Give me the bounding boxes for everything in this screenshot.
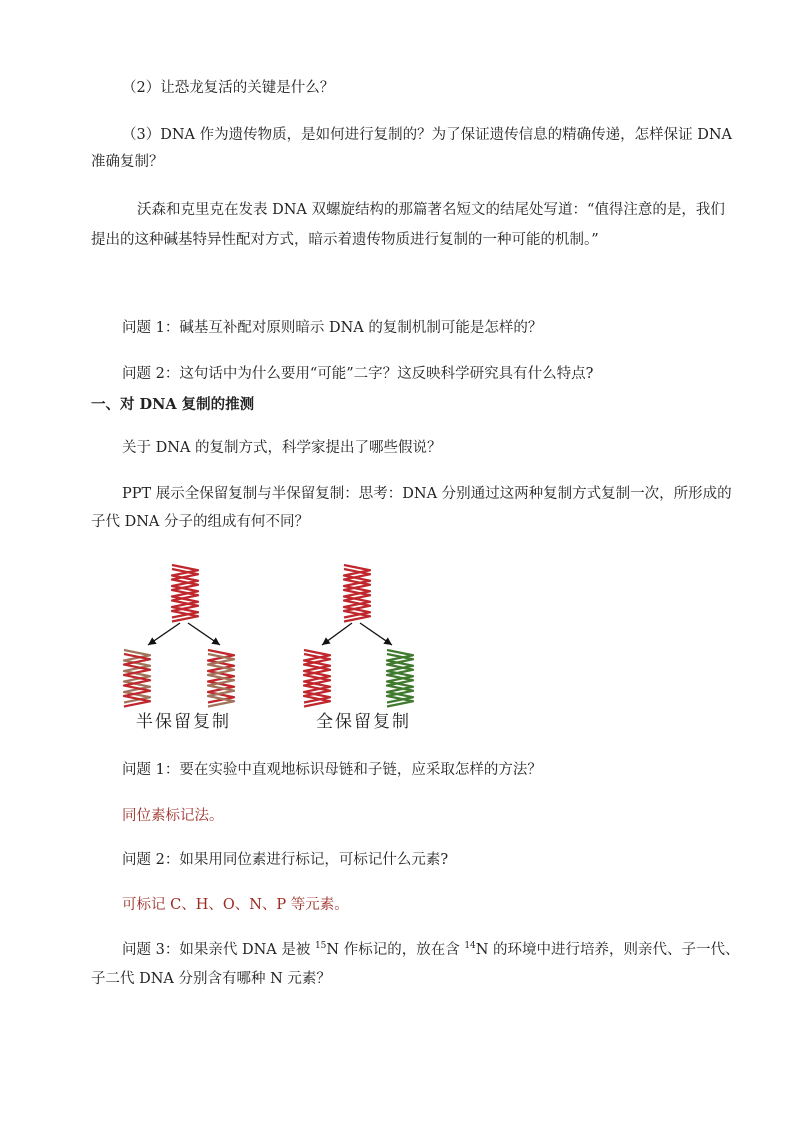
answer-b2: 可标记 C、H、O、N、P 等元素。 (122, 897, 349, 913)
arrow-left-b (188, 623, 220, 645)
child-helix-right-1 (304, 650, 330, 707)
child-helix-left-2 (208, 650, 234, 707)
quote-line2: 提出的这种碱基特异性配对方式，暗示着遗传物质进行复制的一种可能的机制。” (91, 232, 599, 248)
question-a1: 问题 1：碱基互补配对原则暗示 DNA 的复制机制可能是怎样的？ (122, 320, 543, 336)
section-heading: 一、对 DNA 复制的推测 (91, 396, 255, 413)
semi-conservative-label: 半保留复制 (136, 712, 231, 732)
question-b3-mid: N 作标记的，放在含 (326, 942, 465, 958)
isotope-15-superscript: 15 (314, 941, 327, 952)
conservative-label: 全保留复制 (316, 712, 411, 732)
hypothesis-question: 关于 DNA 的复制方式，科学家提出了哪些假说？ (122, 440, 442, 456)
child-helix-left-1 (124, 650, 150, 707)
arrow-right-a (322, 623, 352, 645)
question-3-line1: （3）DNA 作为遗传物质，是如何进行复制的？为了保证遗传信息的精确传递，怎样保证 DNA (122, 127, 733, 143)
semi-conservative-diagram (124, 565, 234, 707)
answer-b1: 同位素标记法。 (122, 808, 224, 824)
child-helix-right-2 (387, 650, 413, 707)
parent-helix-left (172, 565, 198, 622)
question-b2: 问题 2：如果用同位素进行标记，可标记什么元素? (122, 852, 449, 868)
question-a2: 问题 2：这句话中为什么要用“可能”二字？这反映科学研究具有什么特点? (122, 366, 594, 382)
isotope-14-superscript: 14 (464, 941, 476, 952)
question-3-line2: 准确复制？ (91, 154, 164, 170)
question-b3-post: N 的环境中进行培养，则亲代、子一代、 (475, 942, 740, 958)
arrow-left-a (148, 623, 180, 645)
parent-helix-right (344, 565, 370, 622)
question-b3-line1 (122, 940, 740, 960)
question-b1: 问题 1：要在实验中直观地标识母链和子链，应采取怎样的方法？ (122, 762, 542, 778)
conservative-diagram (304, 565, 413, 707)
ppt-line1: PPT 展示全保留复制与半保留复制：思考：DNA 分别通过这两种复制方式复制一次，所形成的 (122, 486, 732, 502)
quote-line1: 沃森和克里克在发表 DNA 双螺旋结构的那篇著名短文的结尾处写道：“值得注意的是，我们 (137, 202, 725, 218)
question-2: （2）让恐龙复活的关键是什么？ (122, 80, 335, 96)
question-b3-line2: 子二代 DNA 分别含有哪种 N 元素？ (91, 971, 331, 987)
arrow-right-b (360, 623, 392, 645)
question-b3-pre: 问题 3：如果亲代 DNA 是被 (122, 942, 315, 958)
ppt-line2: 子代 DNA 分子的组成有何不同？ (91, 514, 310, 530)
